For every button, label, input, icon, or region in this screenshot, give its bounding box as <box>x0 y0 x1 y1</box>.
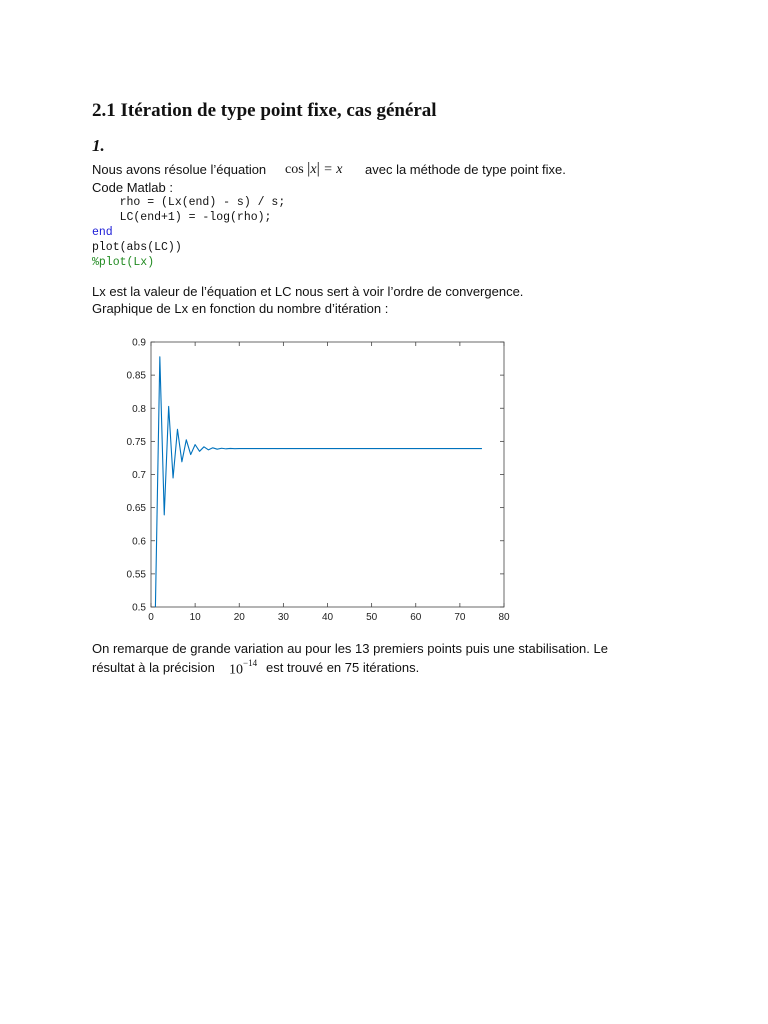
y-tick-label: 0.7 <box>132 470 146 481</box>
plot-area-frame <box>151 342 504 607</box>
x-tick-label: 50 <box>366 612 378 623</box>
conclusion-line-2-after: est trouvé en 75 itérations. <box>266 660 420 675</box>
y-tick-label: 0.85 <box>126 370 146 382</box>
code-line-1: rho = (Lx(end) - s) / s; <box>92 196 286 209</box>
code-line-4: plot(abs(LC)) <box>92 241 182 254</box>
power-exponent: −14 <box>243 658 258 668</box>
y-tick-label: 0.5 <box>132 602 146 614</box>
x-tick-label: 0 <box>148 612 154 623</box>
x-tick-label: 60 <box>410 612 422 623</box>
code-line-3: end <box>92 226 113 239</box>
equation-cos: cos <box>285 162 304 177</box>
precision-power <box>229 660 257 679</box>
x-tick-label: 30 <box>277 612 289 623</box>
convergence-line-chart <box>116 330 516 630</box>
conclusion-line-2-before: résultat à la précision <box>92 660 215 675</box>
intro-text-before: Nous avons résolue l’équation <box>92 162 267 177</box>
y-tick-label: 0.6 <box>132 536 146 548</box>
y-tick-label: 0.9 <box>132 337 146 349</box>
equation-var: x <box>310 162 317 177</box>
y-tick-label: 0.65 <box>126 503 146 515</box>
y-tick-label: 0.55 <box>126 569 146 581</box>
paragraph-2: Graphique de Lx en fonction du nombre d’itération : <box>92 301 389 316</box>
equation: cos |x| = x <box>285 160 343 177</box>
intro-text-after: avec la méthode de type point fixe. <box>365 162 566 177</box>
x-tick-label: 40 <box>321 612 334 623</box>
power-base: 10 <box>229 662 243 678</box>
code-label: Code Matlab : <box>92 180 173 195</box>
y-tick-label: 0.75 <box>126 436 146 448</box>
conclusion-line-1: On remarque de grande variation au pour les 13 premiers points puis une stabilisation. Le <box>92 641 608 656</box>
subsection-number: 1. <box>92 136 105 155</box>
equation-rhs: = x <box>323 162 343 177</box>
code-line-2: LC(end+1) = -log(rho); <box>92 211 272 224</box>
x-tick-label: 70 <box>454 612 466 623</box>
section-heading: 2.1 Itération de type point fixe, cas général <box>92 100 437 121</box>
code-line-5: %plot(Lx) <box>92 256 155 269</box>
x-tick-label: 20 <box>233 612 245 623</box>
y-tick-label: 0.8 <box>132 403 146 415</box>
x-tick-label: 80 <box>498 612 510 623</box>
paragraph-1: Lx est la valeur de l’équation et LC nous sert à voir l’ordre de convergence. <box>92 284 524 299</box>
x-tick-label: 10 <box>189 612 201 623</box>
